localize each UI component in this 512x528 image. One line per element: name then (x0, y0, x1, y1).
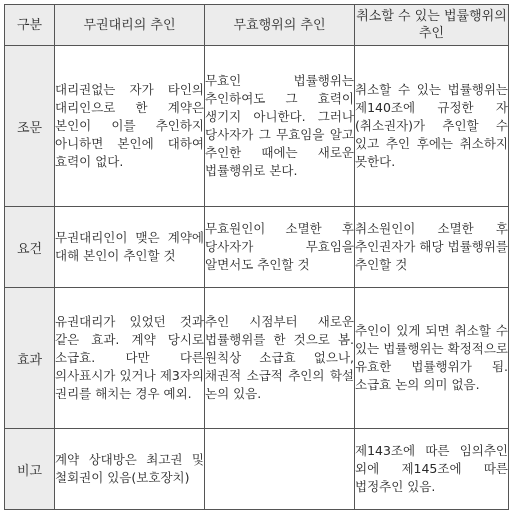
table-cell: 무권대리인이 맺은 계약에 대해 본인이 추인할 것 (55, 207, 205, 288)
table-cell: 취소할 수 있는 법률행위는 제140조에 규정한 자(취소권자)가 추인할 수 있고 추인 후에는 취소하지 못한다. (355, 46, 509, 207)
table-cell: 대리권없는 자가 타인의 대리인으로 한 계약은 본인이 이를 추인하지 아니하면 본인에 대하여 효력이 없다. (55, 46, 205, 207)
table-cell: 계약 상대방은 최고권 및 철회권이 있음(보호장치) (55, 429, 205, 510)
table-cell: 무효인 법률행위는 추인하여도 그 효력이 생기지 아니한다. 그러나 당사자가 그 무효임을 알고 추인한 때에는 새로운 법률행위로 본다. (205, 46, 355, 207)
table-row (5, 207, 509, 288)
row-label-effect: 효과 (5, 288, 55, 429)
table-row (5, 288, 509, 429)
row-label-remarks: 비고 (5, 429, 55, 510)
table-cell: 무효원인이 소멸한 후 당사자가 무효임을 알면서도 추인할 것 (205, 207, 355, 288)
header-row (5, 5, 509, 46)
header-void-act-ratification: 무효행위의 추인 (205, 5, 355, 46)
table-row (5, 46, 509, 207)
table-row (5, 429, 509, 510)
row-label-provision: 조문 (5, 46, 55, 207)
table-cell: 추인이 있게 되면 취소할 수 있는 법률행위는 확정적으로 유효한 법률행위가 됨. 소급효 논의 의미 없음. (355, 288, 509, 429)
table-cell: 취소원인이 소멸한 후 추인권자가 해당 법률행위를 추인할 것 (355, 207, 509, 288)
table-cell: 제143조에 따른 임의추인 외에 제145조에 따른 법정추인 있음. (355, 429, 509, 510)
table-cell: 추인 시점부터 새로운 법률행위를 한 것으로 봄. 원칙상 소급효 없으나, 채권적 소급적 추인의 학설 논의 있음. (205, 288, 355, 429)
header-voidable-act-ratification: 취소할 수 있는 법률행위의 추인 (355, 5, 509, 46)
comparison-table (4, 4, 509, 510)
header-category: 구분 (5, 5, 55, 46)
row-label-requirements: 요건 (5, 207, 55, 288)
comparison-table-container (4, 4, 509, 510)
header-unauthorized-agency-ratification: 무권대리의 추인 (55, 5, 205, 46)
table-cell (205, 429, 355, 510)
table-cell: 유권대리가 있었던 것과 같은 효과. 계약 당시로 소급효. 다만 다른 의사표시가 있거나 제3자의 권리를 해치는 경우 예외. (55, 288, 205, 429)
